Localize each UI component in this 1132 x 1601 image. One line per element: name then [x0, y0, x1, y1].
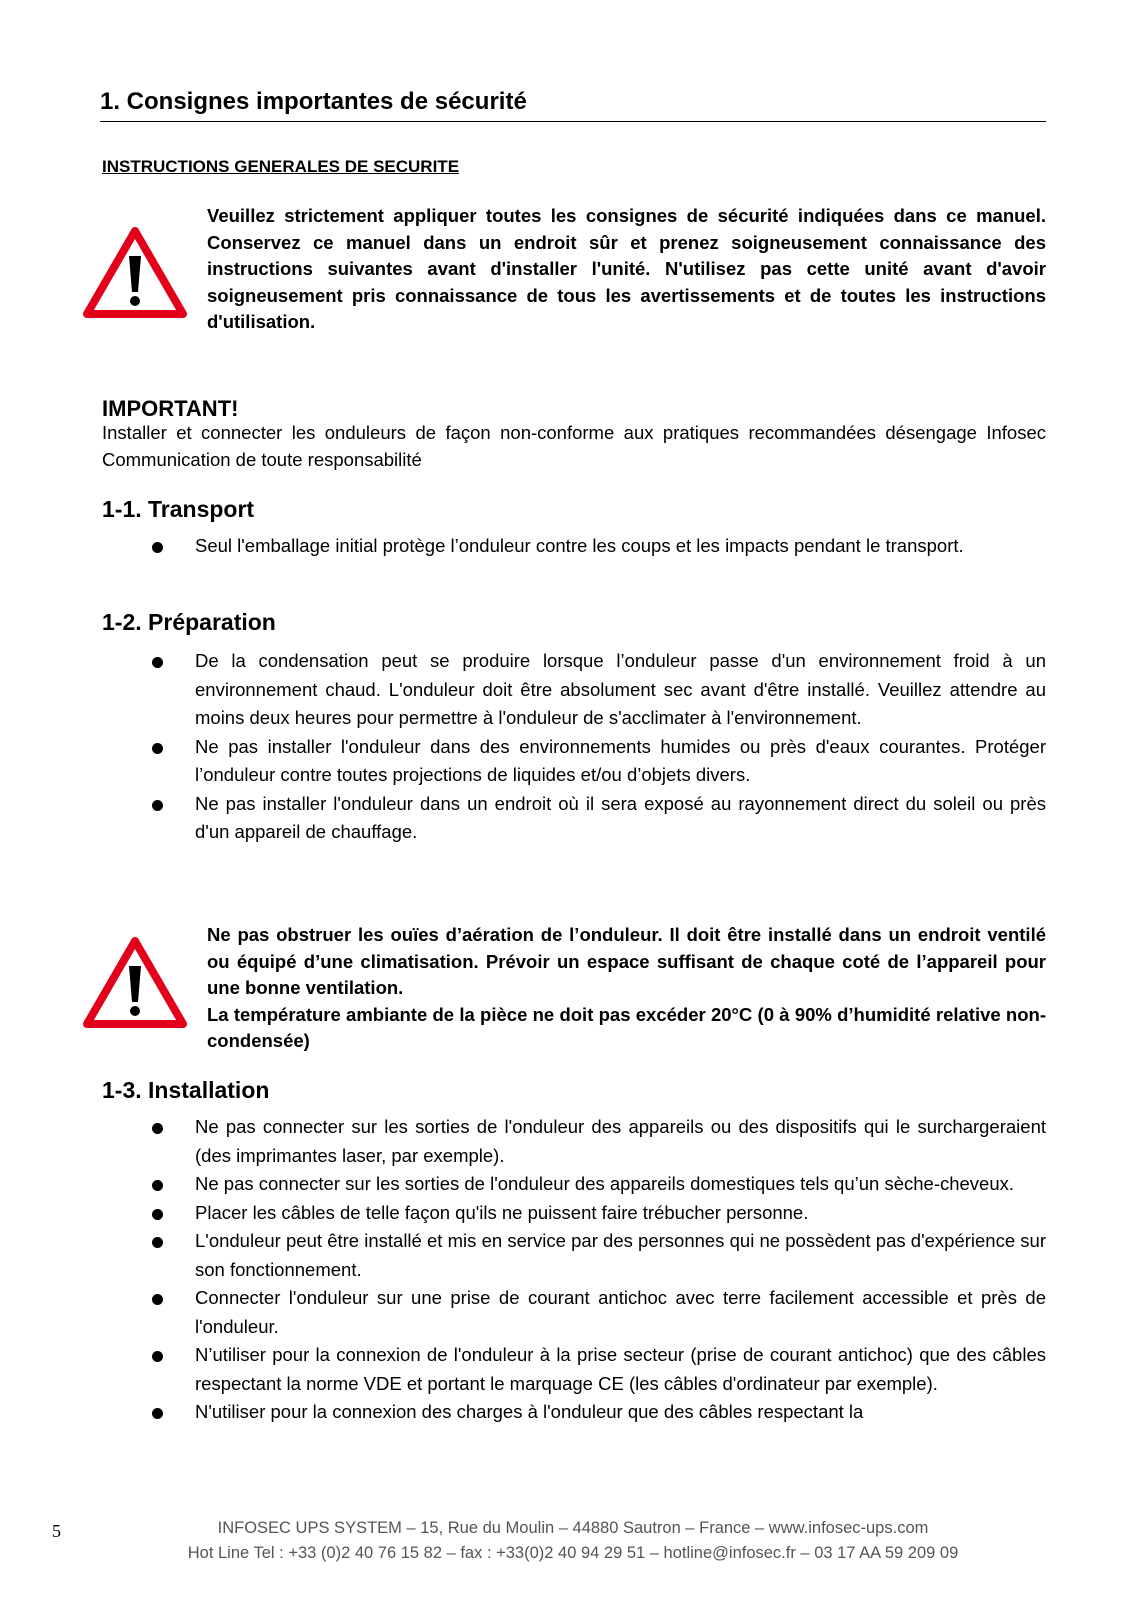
- warning-triangle-icon: [82, 226, 188, 325]
- page-number: 5: [52, 1521, 61, 1541]
- preparation-list: [148, 647, 1046, 847]
- bullet-dot-icon: [152, 1237, 163, 1248]
- section-title: 1. Consignes importantes de sécurité: [100, 88, 1046, 122]
- warning-text-ventilation: [207, 922, 1046, 1055]
- list-item: Placer les câbles de telle façon qu'ils ne puissent faire trébucher personne.: [148, 1199, 1046, 1228]
- important-text: Installer et connecter les onduleurs de façon non-conforme aux pratiques recommandées désengage Infosec Communication de toute responsabilité: [102, 422, 1046, 470]
- installation-list: [148, 1113, 1046, 1427]
- footer-address: INFOSEC UPS SYSTEM – 15, Rue du Moulin – 44880 Sautron – France – www.infosec-ups.com: [217, 1519, 929, 1537]
- bullet-dot-icon: [152, 1180, 163, 1191]
- warning-text-general: [207, 203, 1046, 336]
- footer-contact: Hot Line Tel : +33 (0)2 40 76 15 82 – fax : +33(0)2 40 94 29 51 – hotline@infosec.fr – 03 17 AA 59 209 09: [187, 1544, 959, 1562]
- warning-triangle-icon: [82, 936, 188, 1035]
- bullet-dot-icon: [152, 657, 163, 668]
- list-item: N’utiliser pour la connexion de l'onduleur à la prise secteur (prise de courant antichoc) que des câbles respectant la norme VDE et portant le marquage CE (les câbles d'ordinateur par exemple).: [148, 1341, 1046, 1398]
- list-item: Ne pas connecter sur les sorties de l'onduleur des appareils ou des dispositifs qui le surchargeraient (des imprimantes laser, par exemple).: [148, 1113, 1046, 1170]
- bullet-dot-icon: [152, 1123, 163, 1134]
- list-item: L'onduleur peut être installé et mis en service par des personnes qui ne possèdent pas d'expérience sur son fonctionnement.: [148, 1227, 1046, 1284]
- bullet-dot-icon: [152, 1351, 163, 1362]
- list-item: N'utiliser pour la connexion des charges à l'onduleur que des câbles respectant la: [148, 1398, 1046, 1427]
- heading-installation: 1-3. Installation: [102, 1077, 270, 1103]
- bullet-dot-icon: [152, 743, 163, 754]
- heading-transport: 1-1. Transport: [102, 496, 255, 522]
- bullet-dot-icon: [152, 1408, 163, 1419]
- warning-ventilation-paragraph: Ne pas obstruer les ouïes d’aération de l’onduleur. Il doit être installé dans un endroit ventilé ou équipé d’une climatisation. Prévoir un espace suffisant de chaque coté de l’appareil pour une bonne ventilation.: [207, 924, 1046, 998]
- heading-preparation: 1-2. Préparation: [102, 609, 276, 635]
- important-heading: IMPORTANT!: [102, 396, 239, 421]
- subsection-title: INSTRUCTIONS GENERALES DE SECURITE: [102, 157, 460, 176]
- bullet-dot-icon: [152, 1294, 163, 1305]
- warning-paragraph: Veuillez strictement appliquer toutes les consignes de sécurité indiquées dans ce manuel. Conservez ce manuel dans un endroit sûr et prenez soigneusement connaissance des instructions suivantes avant d'installer l'unité. N'utilisez pas cette unité avant d'avoir soigneusement pris connaissance de tous les avertissements et de toutes les instructions d'utilisation.: [207, 205, 1046, 332]
- transport-list: [148, 532, 1046, 561]
- list-item: Connecter l'onduleur sur une prise de courant antichoc avec terre facilement accessible et près de l'onduleur.: [148, 1284, 1046, 1341]
- list-item: Seul l'emballage initial protège l’onduleur contre les coups et les impacts pendant le transport.: [148, 532, 1046, 561]
- bullet-dot-icon: [152, 1209, 163, 1220]
- list-item: Ne pas installer l'onduleur dans un endroit où il sera exposé au rayonnement direct du soleil ou près d'un appareil de chauffage.: [148, 790, 1046, 847]
- list-item: Ne pas connecter sur les sorties de l'onduleur des appareils domestiques tels qu’un sèche-cheveux.: [148, 1170, 1046, 1199]
- list-item: Ne pas installer l'onduleur dans des environnements humides ou près d'eaux courantes. Protéger l’onduleur contre toutes projections de liquides et/ou d’objets divers.: [148, 733, 1046, 790]
- bullet-dot-icon: [152, 542, 163, 553]
- warning-temperature-paragraph: La température ambiante de la pièce ne doit pas excéder 20°C (0 à 90% d’humidité relative non-condensée): [207, 1003, 1046, 1051]
- list-item: De la condensation peut se produire lorsque l’onduleur passe d'un environnement froid à un environnement chaud. L'onduleur doit être absolument sec avant d'être installé. Veuillez attendre au moins deux heures pour permettre à l'onduleur de s'acclimater à l'environnement.: [148, 647, 1046, 733]
- bullet-dot-icon: [152, 800, 163, 811]
